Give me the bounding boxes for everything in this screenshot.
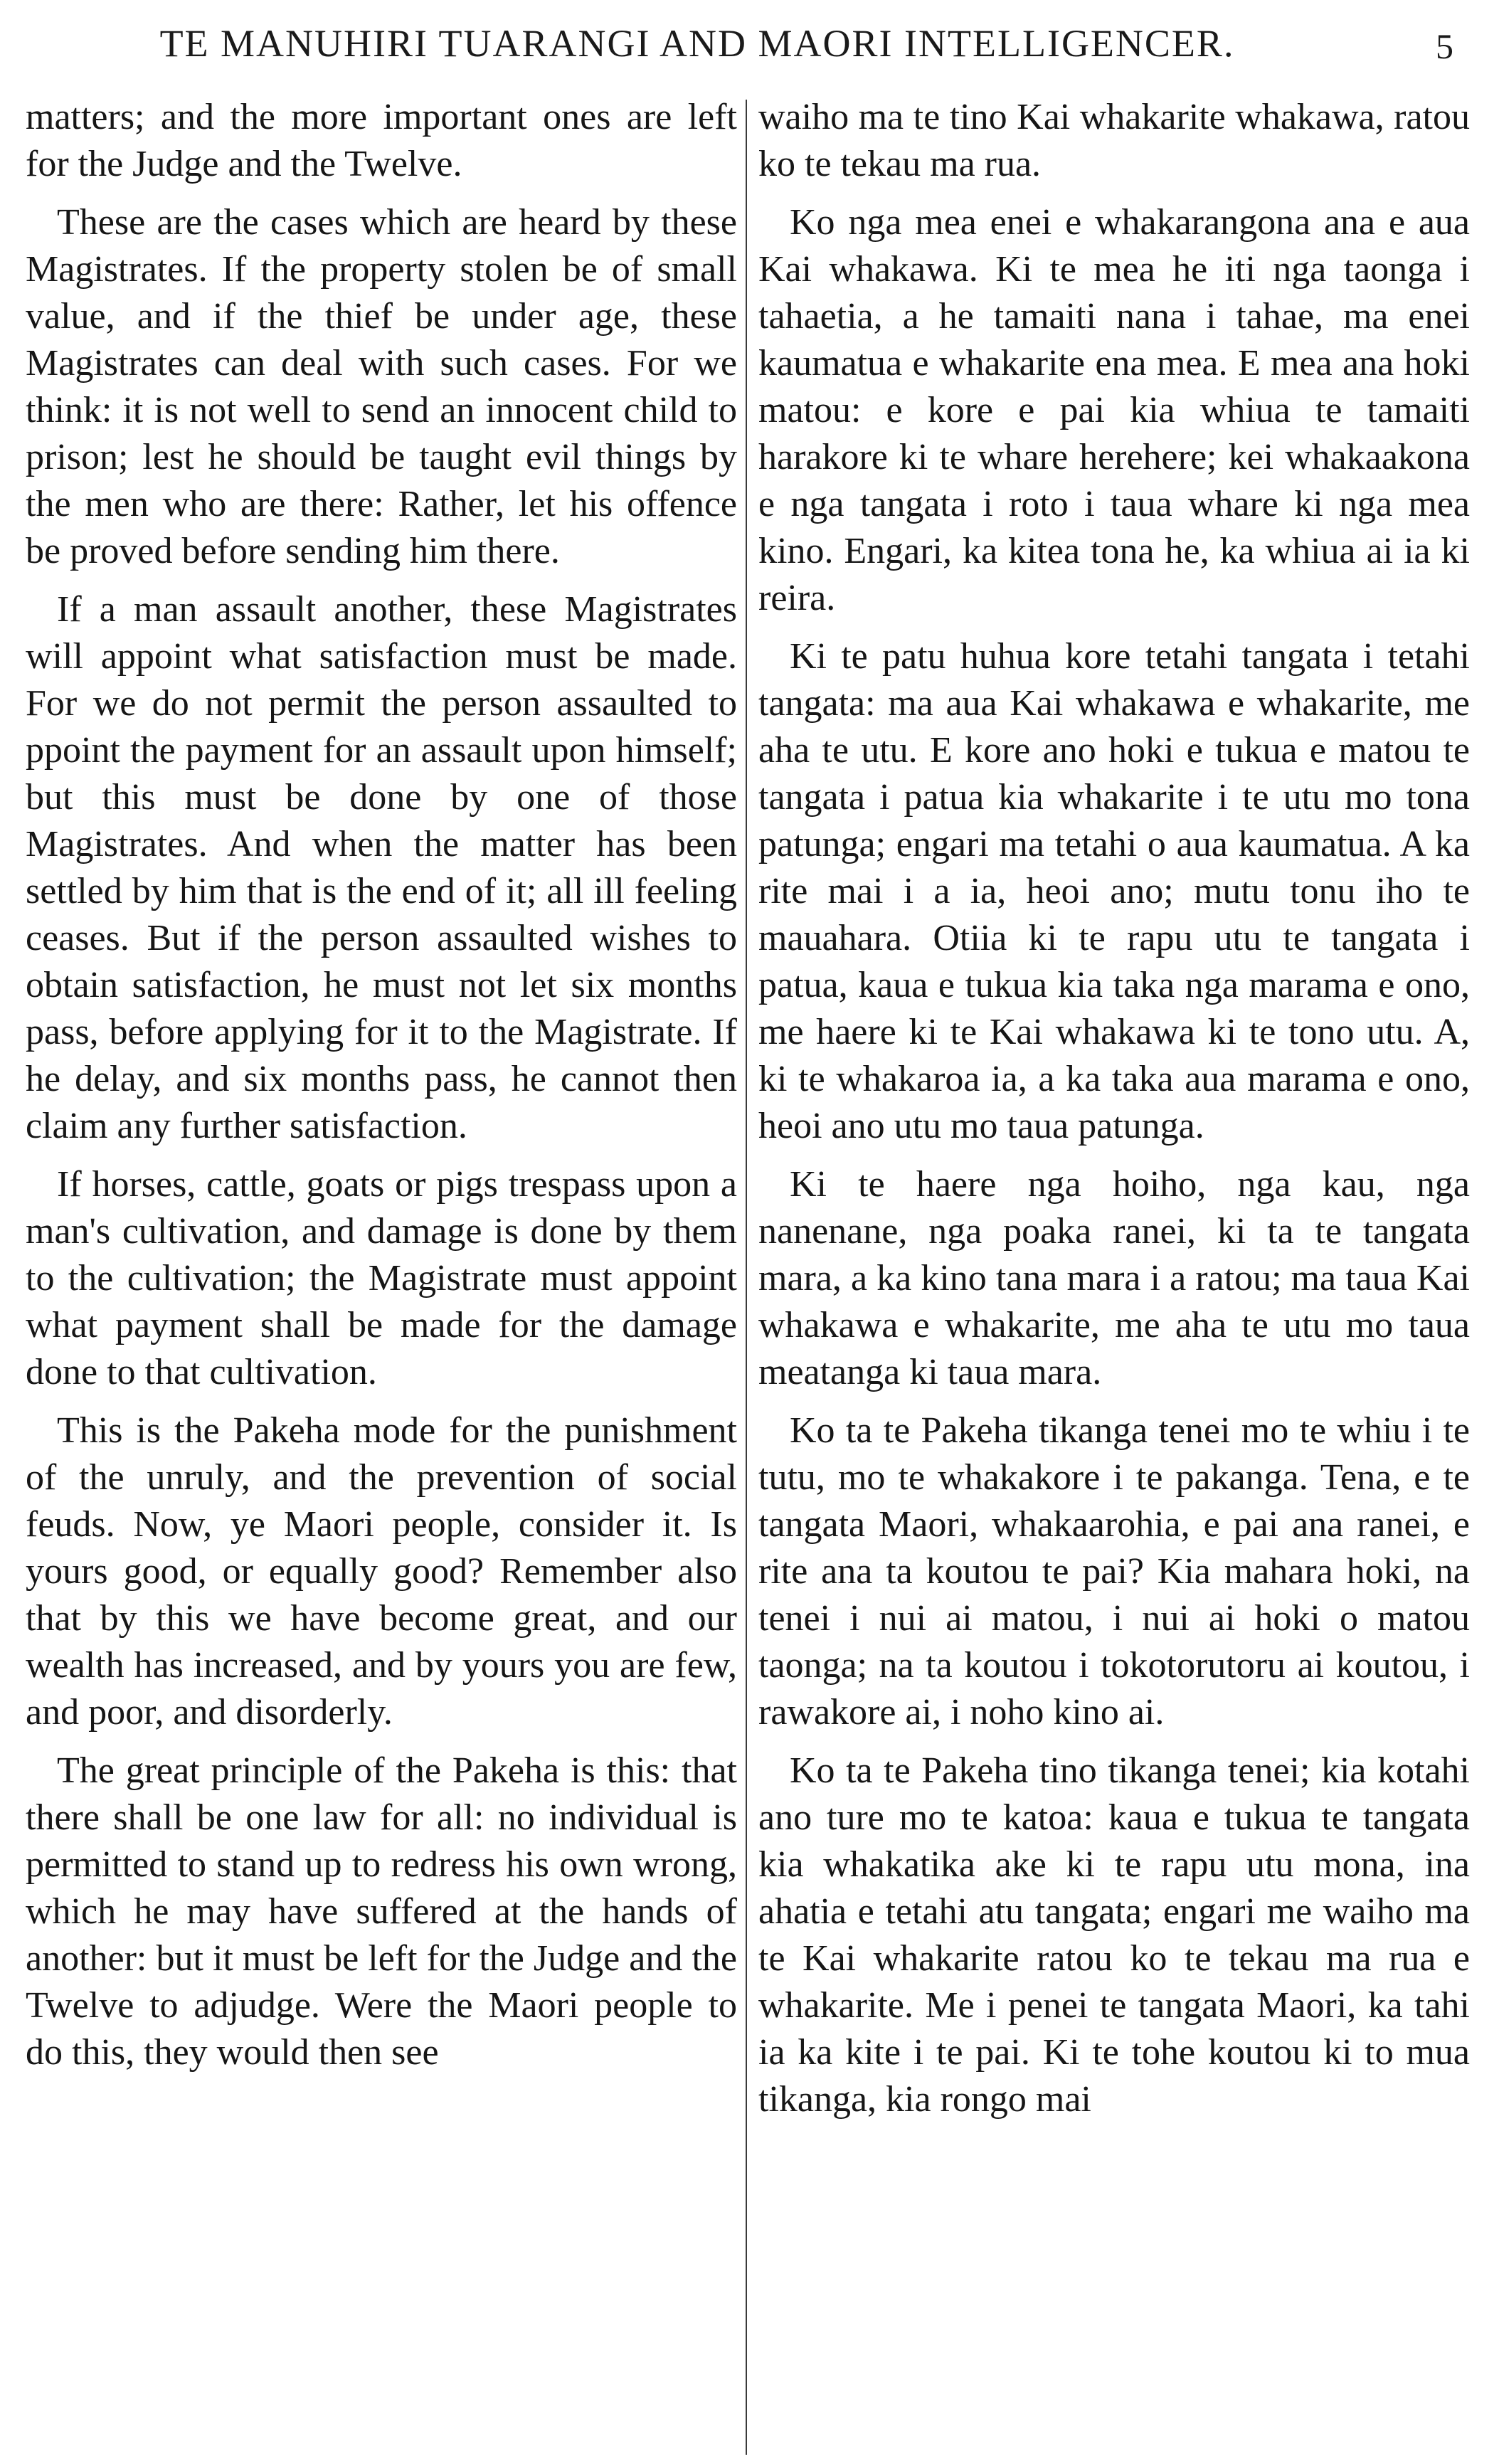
left-paragraph-1: matters; and the more important ones are left for the Judge and the Twelve. <box>26 97 737 184</box>
right-paragraph-2: Ko nga mea enei e whakarangona ana e aua Kai whakawa. Ki te mea he iti nga taonga i tahaetia, a he tamaiti nana i tahae, ma enei kaumatua e whakarite ena mea. E mea ana hoki matou: e kore e pai kia whiua te tamaiti harakore ki te whare herehere; kei whakaakona e nga tangata i roto i taua whare ki nga mea kino. Engari, ka kitea tona he, ka whiua ai ia ki reira. <box>758 202 1470 618</box>
right-paragraph-3: Ki te patu huhua kore tetahi tangata i tetahi tangata: ma aua Kai whakawa e whakarite, me aha te utu. E kore ano hoki e tukua e matou te tangata i patua kia whakarite i te utu mo tona patunga; engari ma tetahi o aua kaumatua. A ka rite mai i a ia, heoi ano; mutu tonu iho te mauahara. Otiia ki te rapu utu te tangata i patua, kaua e tukua kia taka nga marama e ono, me haere ki te Kai whakawa ki te tono utu. A, ki te whakaroa ia, a ka taka aua marama e ono, heoi ano utu mo taua patunga. <box>758 636 1470 1146</box>
page-header <box>0 21 1499 78</box>
left-paragraph-6: The great principle of the Pakeha is this: that there shall be one law for all: no individual is permitted to stand up to redress his own wrong, which he may have suffered at the hands of another: but it must be left for the Judge and the Twelve to adjudge. Were the Maori people to do this, they would then see <box>26 1750 737 2073</box>
page-number: 5 <box>1436 26 1453 66</box>
right-paragraph-1: waiho ma te tino Kai whakarite whakawa, ratou ko te tekau ma rua. <box>758 97 1470 184</box>
left-paragraph-3: If a man assault another, these Magistrates will appoint what satisfaction must be made. For we do not permit the person assaulted to ppoint the payment for an assault upon himself; but this must be done by one of those Magistrates. And when the matter has been settled by him that is the end of it; all ill feeling ceases. But if the person assaulted wishes to obtain satisfaction, he must not let six months pass, before applying for it to the Magistrate. If he delay, and six months pass, he cannot then claim any further satisfaction. <box>26 589 737 1146</box>
column-divider <box>746 100 747 2455</box>
right-paragraph-6: Ko ta te Pakeha tino tikanga tenei; kia kotahi ano ture mo te katoa: kaua e tukua te tangata kia whakatika ake ki te rapu utu mona, ina ahatia e tetahi atu tangata; engari me waiho ma te Kai whakarite ratou ko te tekau ma rua e whakarite. Me i penei te tangata Maori, ka tahi ia ka kite i te pai. Ki te tohe koutou ki to mua tikanga, kia rongo mai <box>758 1750 1470 2120</box>
right-paragraph-4: Ki te haere nga hoiho, nga kau, nga nanenane, nga poaka ranei, ki ta te tangata mara, a ka kino tana mara i a ratou; ma taua Kai whakawa e whakarite, me aha te utu mo taua meatanga ki taua mara. <box>758 1164 1470 1392</box>
left-paragraph-4: If horses, cattle, goats or pigs trespass upon a man's cultivation, and damage is done by them to the cultivation; the Magistrate must appoint what payment shall be made for the damage done to that cultivation. <box>26 1164 737 1392</box>
left-paragraph-5: This is the Pakeha mode for the punishment of the unruly, and the prevention of social feuds. Now, ye Maori people, consider it. Is yours good, or equally good? Remember also that by this we have become great, and our wealth has increased, and by yours you are few, and poor, and disorderly. <box>26 1410 737 1733</box>
right-column-maori <box>758 94 1470 2456</box>
left-column-english <box>26 94 737 2456</box>
right-paragraph-5: Ko ta te Pakeha tikanga tenei mo te whiu i te tutu, mo te whakakore i te pakanga. Tena, e te tangata Maori, whakaarohia, e pai ana ranei, e rite ana ta koutou te pai? Kia mahara hoki, na tenei i nui ai matou, i nui ai hoki o matou taonga; na ta koutou i tokotorutoru ai koutou, i rawakore ai, i noho kino ai. <box>758 1410 1470 1733</box>
left-paragraph-2: These are the cases which are heard by these Magistrates. If the property stolen be of small value, and if the thief be under age, these Magistrates can deal with such cases. For we think: it is not well to send an innocent child to prison; lest he should be taught evil things by the men who are there: Rather, let his offence be proved before sending him there. <box>26 202 737 571</box>
running-title: TE MANUHIRI TUARANGI AND MAORI INTELLIGENCER. <box>159 22 1235 65</box>
